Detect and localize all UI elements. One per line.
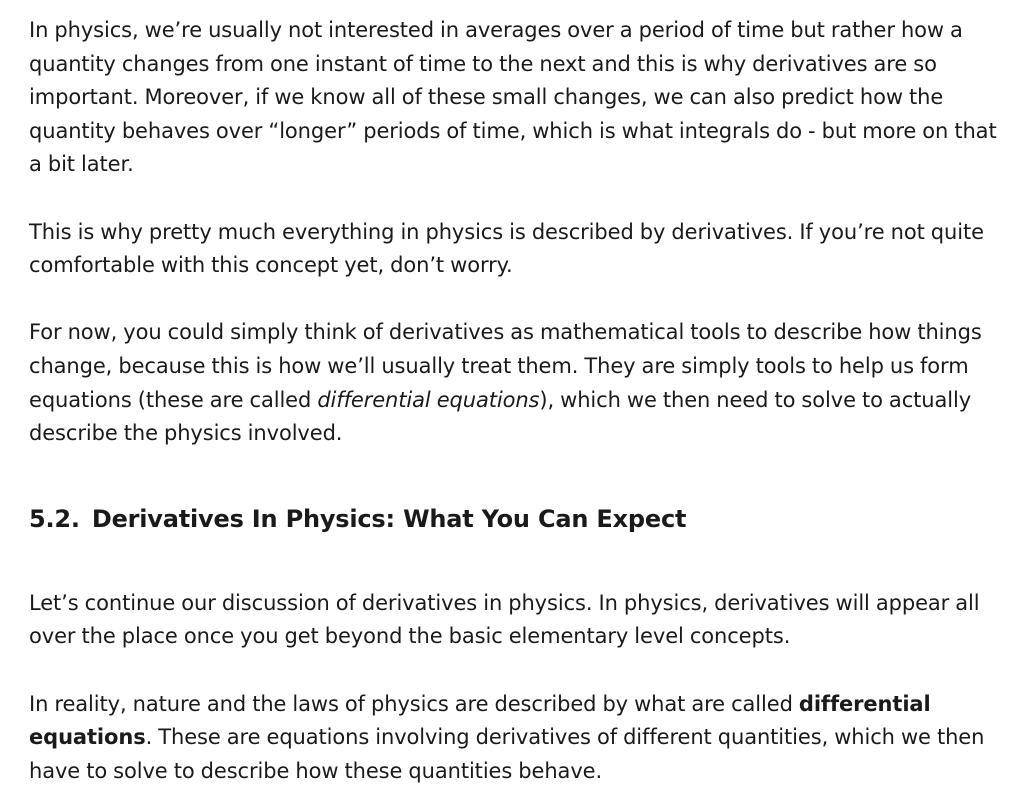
section-title: Derivatives In Physics: What You Can Expect xyxy=(91,504,687,533)
paragraph-derivatives-everywhere: This is why pretty much everything in physics is described by derivatives. If you’re not quite comfortable with this concept yet, don’t worry. xyxy=(29,219,984,278)
paragraph-nature-text-before: In reality, nature and the laws of physics are described by what are called xyxy=(29,691,799,716)
paragraph-intro: In physics, we’re usually not interested in averages over a period of time but rather how a quantity changes from one instant of time to the next and this is why derivatives are so important. Moreover, if we know all of these small changes, we can also predict how the quantity behaves over “longer” periods of time, which is what integrals do - but more on that a bit later. xyxy=(29,18,997,177)
emphasis-differential-equations: differential equations xyxy=(317,387,540,412)
paragraph-tools-text-after: ), which we then need to solve to actually describe the physics involved. xyxy=(29,387,972,446)
section-heading xyxy=(29,503,1001,535)
paragraph-tools xyxy=(29,316,1001,450)
paragraph-continue-discussion: Let’s continue our discussion of derivatives in physics. In physics, derivatives will appear all over the place once you get beyond the basic elementary level concepts. xyxy=(29,590,980,649)
paragraph-nature-text-after: . These are equations involving derivatives of different quantities, which we then have to solve to describe how these quantities behave. xyxy=(29,725,985,783)
section-number: 5.2. xyxy=(29,504,80,533)
section-heading-wrapper xyxy=(29,503,1001,535)
bold-differential-equations: differential equations xyxy=(29,691,931,750)
paragraph-nature-laws xyxy=(29,688,1001,789)
paragraph-tools-text-before: For now, you could simply think of derivatives as mathematical tools to describe how things change, because this is how we’ll usually treat them. They are simply tools to help us form equations (these are called xyxy=(29,320,982,412)
